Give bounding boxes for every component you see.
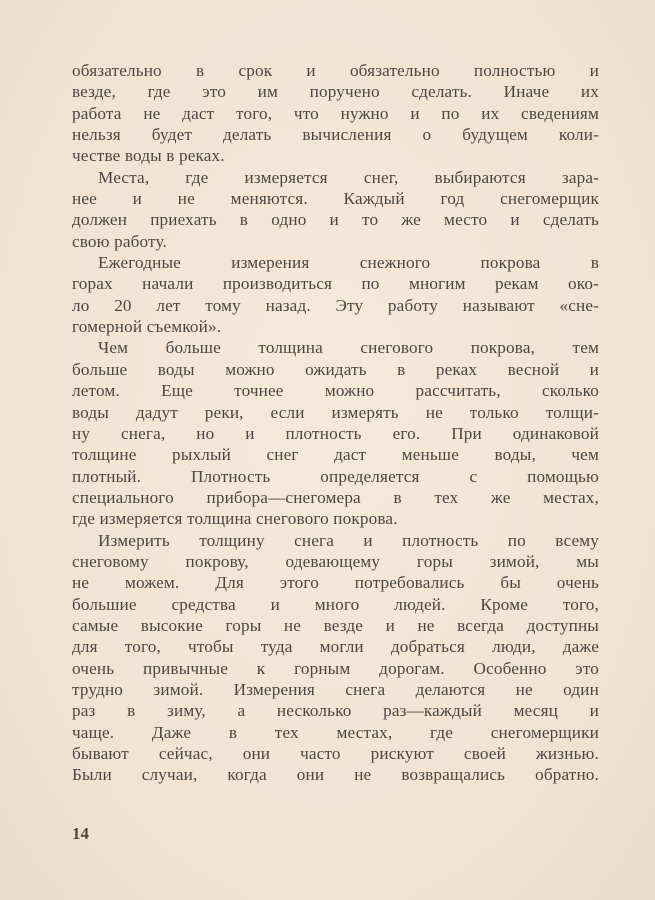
text-line: нельзя будет делать вычисления о будущем коли- <box>72 125 599 145</box>
text-line: честве воды в реках. <box>72 146 225 166</box>
text-line: Ежегодные измерения снежного покрова в <box>98 253 599 273</box>
text-line: большие средства и много людей. Кроме того, <box>72 594 599 614</box>
text-line: бывают сейчас, они часто рискуют своей жизнью. <box>72 744 599 763</box>
text-line: везде, где это им поручено сделать. Иначе их <box>72 82 599 102</box>
text-line: должен приехать в одно и то же место и сделать <box>72 210 599 230</box>
text-line: летом. Еще точнее можно рассчитать, сколько <box>72 381 599 401</box>
text-line: воды дадут реки, если измерять не только толщи- <box>72 402 599 422</box>
text-line: трудно зимой. Измерения снега делаются не один <box>72 679 599 699</box>
text-line: где измеряется толщина снегового покрова. <box>72 509 398 529</box>
text-line: ло 20 лет тому назад. Эту работу называют «сне- <box>72 295 599 315</box>
text-line: ну снега, но и плотность его. При одинаковой <box>72 423 599 443</box>
text-line: работа не даст того, что нужно и по их сведениям <box>72 103 599 123</box>
text-line: Места, где измеряется снег, выбираются зара- <box>98 167 599 187</box>
text-line: самые высокие горы не везде и не всегда доступны <box>72 615 599 635</box>
body-text <box>72 60 599 786</box>
text-line: свою работу. <box>72 231 167 251</box>
text-line: Чем больше толщина снегового покрова, тем <box>98 338 599 358</box>
text-line: плотный. Плотность определяется с помощью <box>72 466 599 486</box>
page-number: 14 <box>72 824 89 843</box>
text-line: чаще. Даже в тех местах, где снегомерщики <box>72 722 599 742</box>
text-line: снеговому покрову, одевающему горы зимой, мы <box>72 551 599 571</box>
text-line: раз в зиму, а несколько раз—каждый месяц и <box>72 701 599 721</box>
text-line: нее и не меняются. Каждый год снегомерщик <box>72 189 599 209</box>
text-line: для того, чтобы туда могли добраться люди, даже <box>72 637 599 657</box>
text-line: обязательно в срок и обязательно полностью и <box>72 61 599 80</box>
text-line: Измерить толщину снега и плотность по всему <box>98 530 599 550</box>
text-line: больше воды можно ожидать в реках весной и <box>72 359 599 379</box>
text-line: Были случаи, когда они не возвращались обратно. <box>72 765 599 785</box>
text-line: гомерной съемкой». <box>72 317 222 337</box>
text-line: горах начали производиться по многим рекам око- <box>72 274 599 294</box>
text-line: не можем. Для этого потребовались бы очень <box>72 573 599 593</box>
text-line: толщине рыхлый снег даст меньше воды, чем <box>72 445 599 465</box>
text-line: специального прибора—снегомера в тех же местах, <box>72 487 599 507</box>
text-line: очень привычные к горным дорогам. Особенно это <box>72 658 599 678</box>
